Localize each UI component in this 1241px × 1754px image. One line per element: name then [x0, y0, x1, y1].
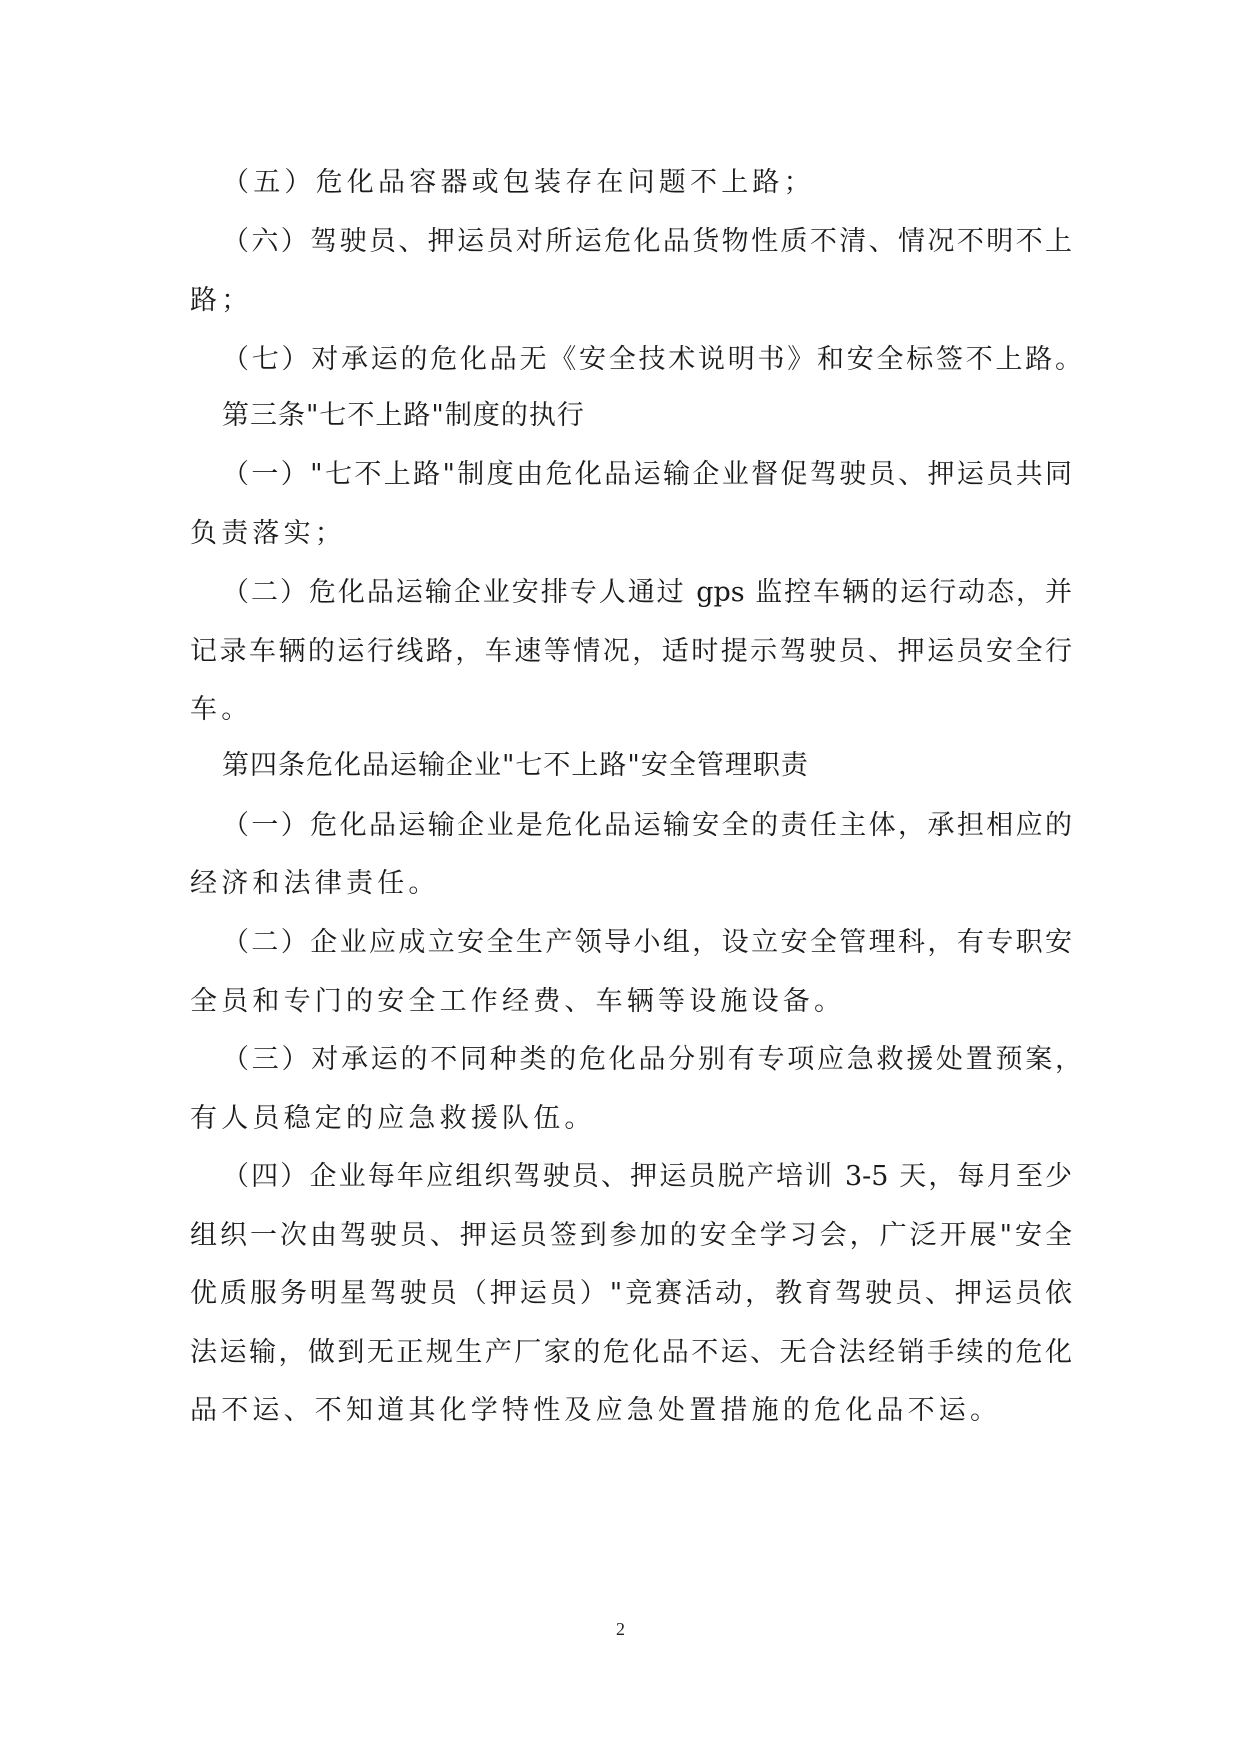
text-line: 记录车辆的运行线路，车速等情况，适时提示驾驶员、押运员安全行	[190, 636, 1072, 667]
text-line: 全员和专门的安全工作经费、车辆等设施设备。	[190, 986, 846, 1017]
text-line: 经济和法律责任。	[190, 868, 440, 899]
text-line: （五）危化品容器或包装存在问题不上路；	[222, 167, 815, 198]
text-line: （三）对承运的不同种类的危化品分别有专项应急救援处置预案，	[222, 1044, 1082, 1075]
text-line: 负责落实；	[190, 518, 346, 549]
text-line: （一）危化品运输企业是危化品运输安全的责任主体，承担相应的	[222, 810, 1072, 841]
text-line: 组织一次由驾驶员、押运员签到参加的安全学习会，广泛开展"安全	[190, 1220, 1072, 1251]
text-line: 优质服务明星驾驶员（押运员）"竞赛活动，教育驾驶员、押运员依	[190, 1278, 1072, 1309]
section-heading: 第三条"七不上路"制度的执行	[222, 400, 585, 431]
text-line: （七）对承运的危化品无《安全技术说明书》和安全标签不上路。	[222, 344, 1082, 375]
text-line: （一）"七不上路"制度由危化品运输企业督促驾驶员、押运员共同	[222, 459, 1072, 490]
text-line: 路；	[190, 285, 253, 316]
text-line: 车。	[190, 694, 253, 725]
text-line: 有人员稳定的应急救援队伍。	[190, 1103, 596, 1134]
text-line: （六）驾驶员、押运员对所运危化品货物性质不清、情况不明不上	[222, 226, 1072, 257]
text-line: （二）危化品运输企业安排专人通过 gps 监控车辆的运行动态，并	[222, 577, 1072, 608]
section-heading: 第四条危化品运输企业"七不上路"安全管理职责	[222, 750, 809, 781]
page-number: 2	[616, 1619, 625, 1639]
text-line: （四）企业每年应组织驾驶员、押运员脱产培训 3-5 天，每月至少	[222, 1161, 1072, 1192]
text-line: 品不运、不知道其化学特性及应急处置措施的危化品不运。	[190, 1395, 1002, 1426]
text-line: 法运输，做到无正规生产厂家的危化品不运、无合法经销手续的危化	[190, 1337, 1072, 1368]
text-line: （二）企业应成立安全生产领导小组，设立安全管理科，有专职安	[222, 927, 1072, 958]
